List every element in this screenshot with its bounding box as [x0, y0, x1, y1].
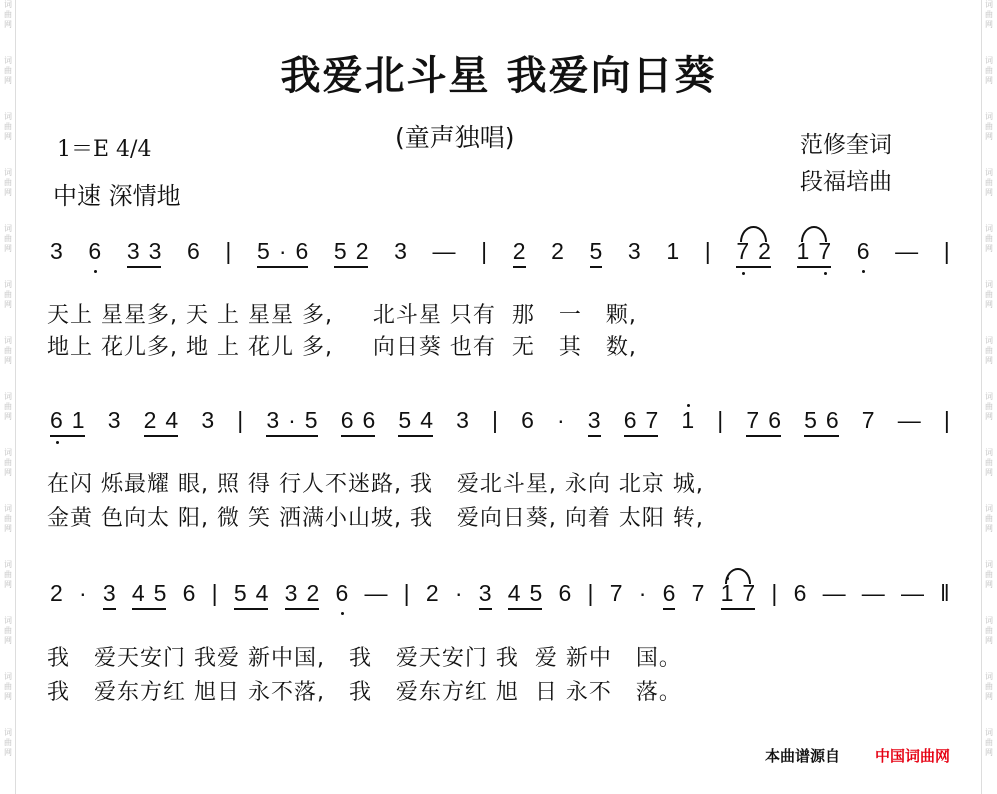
notation-row-1 — [50, 238, 950, 268]
lyrics-row-2-verse-2: 金黄 色向太 阳, 微 笑 洒满小山坡, 我 爱向日葵, 向着 太阳 转, — [47, 506, 704, 531]
note: 3 — [394, 238, 407, 264]
extension-dash: — — [900, 580, 924, 606]
watermark-text: 词曲网 — [4, 672, 12, 701]
note: 7 — [818, 238, 832, 264]
note: 5 — [304, 407, 318, 433]
note-group — [433, 238, 456, 266]
note-group — [88, 238, 101, 266]
note-group — [426, 580, 439, 608]
extension-dash: — — [822, 580, 846, 606]
note-group — [127, 238, 162, 268]
tempo-marking: 中速 深情地 — [53, 182, 181, 210]
note: 6 — [187, 238, 200, 264]
watermark-text: 词曲网 — [4, 224, 12, 253]
lyrics-row-3-verse-2: 我 爱东方红 旭日 永不落, 我 爱东方红 旭 日 永不 落。 — [47, 680, 682, 705]
watermark-text: 词曲网 — [4, 560, 12, 589]
note-group — [521, 407, 534, 435]
note-group — [266, 407, 317, 437]
note-group — [804, 407, 839, 437]
note: 5 — [804, 407, 817, 433]
note-group — [746, 407, 781, 437]
note: 5 — [257, 238, 270, 264]
watermark-text: 词曲网 — [4, 504, 12, 533]
note: 2 — [512, 238, 526, 264]
barline: | — [704, 238, 711, 264]
extension-dash: — — [364, 580, 388, 606]
note-group — [823, 580, 846, 608]
barline — [212, 580, 218, 608]
note: 6 — [521, 407, 534, 433]
extension-dash: — — [895, 238, 919, 264]
note-group — [364, 580, 387, 608]
note-group — [857, 238, 870, 266]
note: 1 — [681, 407, 695, 433]
note-group — [559, 580, 572, 608]
dot-mark: · — [638, 580, 647, 606]
song-title: 我爱北斗星 我爱向日葵 — [280, 53, 717, 99]
note: 6 — [558, 580, 572, 606]
note: 7 — [609, 580, 623, 606]
note-group — [335, 580, 348, 608]
lyrics-row-1-verse-1: 天上 星星多, 天 上 星星 多, 北斗星 只有 那 一 颗, — [47, 303, 637, 328]
note: 6 — [88, 238, 102, 264]
watermark-text: 词曲网 — [985, 728, 993, 757]
note-group — [940, 580, 950, 608]
note-group — [455, 580, 463, 608]
barline: | — [587, 580, 594, 606]
note: 3 — [266, 407, 280, 433]
dot-mark: · — [288, 407, 296, 433]
note: 5 — [529, 580, 543, 606]
note: 3 — [478, 580, 492, 606]
watermark-text: 词曲网 — [985, 56, 993, 85]
extension-dash: — — [897, 407, 921, 433]
note: 6 — [335, 580, 349, 606]
note: 6 — [623, 407, 637, 433]
note-group — [108, 407, 121, 435]
barline — [944, 238, 950, 266]
watermark-text: 词曲网 — [4, 168, 12, 197]
note-group — [234, 580, 269, 610]
note: 5 — [398, 407, 412, 433]
note: 6 — [182, 580, 196, 606]
note: 7 — [645, 407, 659, 433]
barline — [492, 407, 498, 435]
note: 5 — [153, 580, 167, 606]
watermark-text: 词曲网 — [985, 448, 993, 477]
note: 2 — [551, 238, 564, 264]
source-site-link[interactable]: 中国词曲网 — [875, 747, 951, 765]
note: 3 — [587, 407, 601, 433]
watermark-text: 词曲网 — [985, 224, 993, 253]
note-group — [341, 407, 376, 437]
note: 6 — [340, 407, 354, 433]
note-group — [334, 238, 369, 268]
note: 3 — [627, 238, 641, 264]
key-signature: 1＝E 4/4 — [57, 137, 152, 162]
note-group — [551, 238, 564, 266]
note-group — [456, 407, 469, 435]
note-group — [50, 407, 85, 437]
note: 5 — [233, 580, 247, 606]
note: 2 — [50, 580, 63, 606]
note-group — [588, 407, 601, 437]
lyricist-credit: 范修奎词 — [800, 132, 892, 158]
barline: | — [943, 238, 950, 264]
note: 2 — [355, 238, 369, 264]
barline: | — [225, 238, 232, 264]
note-group — [895, 238, 918, 266]
watermark-text: 词曲网 — [985, 616, 993, 645]
note: 6 — [825, 407, 839, 433]
dot-mark: · — [557, 407, 565, 433]
watermark-text: 词曲网 — [4, 448, 12, 477]
barline: | — [492, 407, 498, 433]
watermark-text: 词曲网 — [985, 168, 993, 197]
note: 4 — [420, 407, 433, 433]
watermark-text: 词曲网 — [4, 728, 12, 757]
note-group — [394, 238, 407, 266]
note-group — [639, 580, 647, 608]
watermark-text: 词曲网 — [4, 392, 12, 421]
barline: | — [237, 407, 244, 433]
watermark-text: 词曲网 — [985, 672, 993, 701]
note-group — [628, 238, 641, 266]
lyrics-row-3-verse-1: 我 爱天安门 我爱 新中国, 我 爱天安门 我 爱 新中 国。 — [47, 646, 682, 671]
note-group — [144, 407, 179, 437]
barline: | — [717, 407, 724, 433]
watermark-text: 词曲网 — [985, 112, 993, 141]
note-group — [666, 238, 679, 266]
note-group — [513, 238, 526, 268]
note-group — [681, 407, 694, 435]
barline — [705, 238, 711, 266]
barline: | — [943, 407, 950, 433]
note: 7 — [691, 580, 705, 606]
song-subtitle: (童声独唱) — [395, 123, 515, 152]
note: 6 — [793, 580, 807, 606]
barline — [588, 580, 594, 608]
note-group — [187, 238, 200, 266]
note: 6 — [295, 238, 309, 264]
note: 1 — [720, 580, 734, 606]
watermark-text: 词曲网 — [985, 0, 993, 29]
note-group — [132, 580, 167, 610]
watermark-left — [1, 0, 16, 794]
extension-dash: — — [861, 580, 885, 606]
note: 4 — [507, 580, 521, 606]
note-group — [862, 580, 885, 608]
note-group — [557, 407, 565, 435]
note: 3 — [126, 238, 140, 264]
note-group — [103, 580, 116, 610]
note: 3 — [148, 238, 162, 264]
note: 6 — [768, 407, 781, 433]
note: 4 — [165, 407, 179, 433]
note: 3 — [201, 407, 215, 433]
note: 3 — [50, 238, 63, 264]
barline — [404, 580, 410, 608]
note-group — [79, 580, 87, 608]
note-group — [257, 238, 308, 268]
note: 4 — [131, 580, 145, 606]
notation-row-2 — [50, 407, 950, 437]
note-group — [663, 580, 676, 610]
barline: | — [481, 238, 488, 264]
note: 6 — [50, 407, 63, 433]
note-group — [201, 407, 214, 435]
note-group — [50, 580, 63, 608]
notation-row-3 — [50, 580, 950, 610]
note-group — [898, 407, 921, 435]
note: 7 — [742, 580, 756, 606]
note: 1 — [796, 238, 810, 264]
watermark-text: 词曲网 — [985, 560, 993, 589]
note: 2 — [758, 238, 771, 264]
note-group — [590, 238, 603, 268]
watermark-text: 词曲网 — [985, 280, 993, 309]
note-group — [901, 580, 924, 608]
barline — [237, 407, 243, 435]
note-group — [479, 580, 492, 610]
note: 5 — [589, 238, 603, 264]
barline: | — [403, 580, 410, 606]
watermark-text: 词曲网 — [4, 0, 12, 29]
watermark-text: 词曲网 — [4, 56, 12, 85]
barline — [771, 580, 777, 608]
note: 6 — [662, 580, 676, 606]
tied-note-group — [797, 238, 832, 268]
note: 7 — [736, 238, 750, 264]
barline — [944, 407, 950, 435]
watermark-text: 词曲网 — [985, 504, 993, 533]
note-group — [692, 580, 705, 608]
note-group — [794, 580, 807, 608]
dot-mark: · — [454, 580, 463, 606]
note-group — [862, 407, 875, 435]
note: 6 — [362, 407, 376, 433]
note: 6 — [856, 238, 870, 264]
note: 2 — [143, 407, 157, 433]
note-group — [285, 580, 320, 610]
note: 1 — [71, 407, 85, 433]
note-group — [398, 407, 433, 437]
note: 5 — [333, 238, 347, 264]
tied-note-group — [736, 238, 771, 268]
note: 7 — [861, 407, 875, 433]
note: 3 — [456, 407, 469, 433]
barline: ‖ — [940, 580, 950, 606]
dot-mark: · — [79, 580, 87, 606]
watermark-text: 词曲网 — [4, 280, 12, 309]
barline — [717, 407, 723, 435]
lyrics-row-1-verse-2: 地上 花儿多, 地 上 花儿 多, 向日葵 也有 无 其 数, — [47, 335, 637, 360]
watermark-text: 词曲网 — [4, 336, 12, 365]
note: 7 — [746, 407, 760, 433]
note: 3 — [102, 580, 116, 606]
note: 3 — [284, 580, 298, 606]
barline: | — [771, 580, 778, 606]
note-group — [624, 407, 659, 437]
barline — [481, 238, 487, 266]
note: 3 — [107, 407, 121, 433]
composer-credit: 段福培曲 — [800, 169, 892, 195]
note: 2 — [425, 580, 439, 606]
note-group — [508, 580, 543, 610]
barline — [225, 238, 231, 266]
note: 4 — [255, 580, 269, 606]
watermark-right — [981, 0, 996, 794]
tied-note-group — [721, 580, 756, 610]
note-group — [50, 238, 63, 266]
note-group — [610, 580, 623, 608]
note-group — [183, 580, 196, 608]
watermark-text: 词曲网 — [985, 336, 993, 365]
lyrics-row-2-verse-1: 在闪 烁最耀 眼, 照 得 行人不迷路, 我 爱北斗星, 永向 北京 城, — [47, 472, 704, 497]
watermark-text: 词曲网 — [985, 392, 993, 421]
source-label: 本曲谱源自 — [765, 747, 841, 765]
note: 1 — [666, 238, 680, 264]
dot-mark: · — [278, 238, 287, 264]
extension-dash: — — [432, 238, 456, 264]
watermark-text: 词曲网 — [4, 616, 12, 645]
watermark-text: 词曲网 — [4, 112, 12, 141]
note: 2 — [306, 580, 320, 606]
barline: | — [211, 580, 218, 606]
